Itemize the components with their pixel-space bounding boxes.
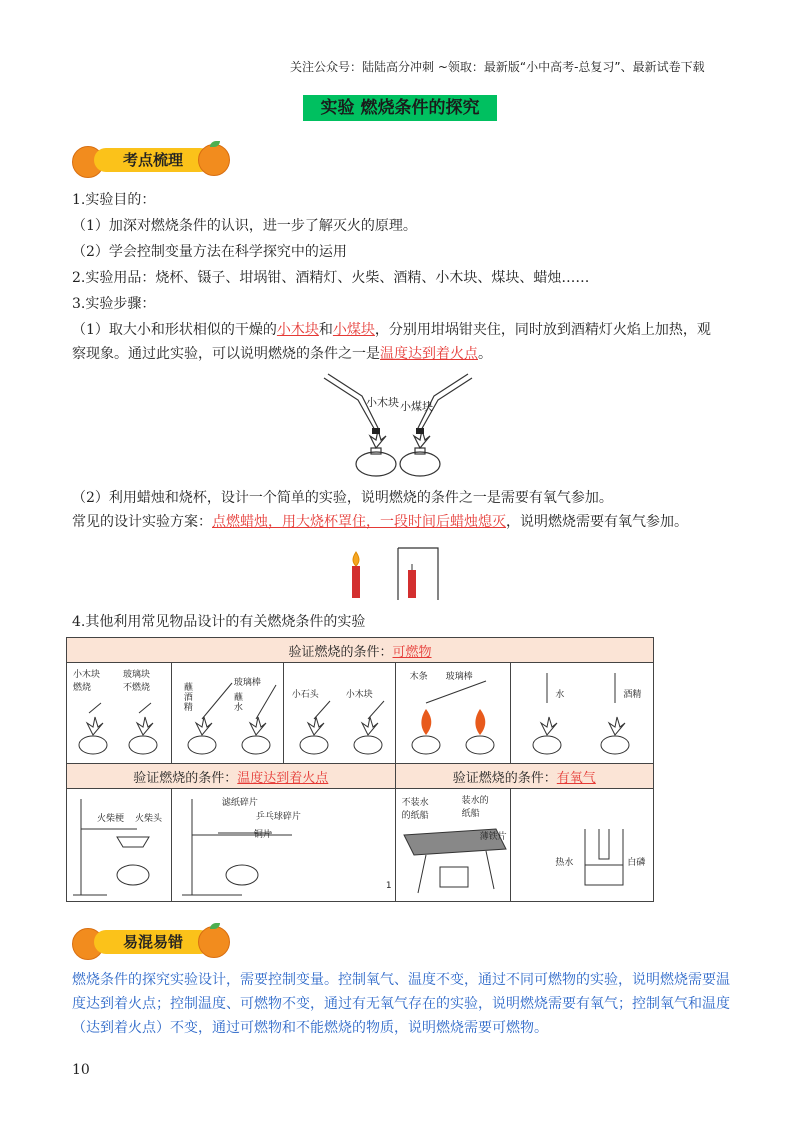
label: 白磷 xyxy=(627,858,646,868)
other-heading: 4.其他利用常见物品设计的有关燃烧条件的实验 xyxy=(72,614,366,630)
step1-line1 xyxy=(72,320,711,340)
text: ，说明燃烧需要有氧气参加。 xyxy=(506,514,688,530)
step2-plan xyxy=(72,512,688,532)
label: 热水 xyxy=(555,858,574,868)
text: 和 xyxy=(318,322,333,338)
fig-white-phosphorus xyxy=(511,789,654,902)
label-coal: 小煤块 xyxy=(400,400,433,413)
label: 火柴梗 xyxy=(97,814,125,824)
fig-drawing xyxy=(511,663,653,763)
section-badge-kaodian xyxy=(72,144,232,176)
text: 验证燃烧的条件： xyxy=(288,644,393,660)
candle-diagram xyxy=(346,546,446,602)
label: 1 xyxy=(385,881,392,891)
text: （1）取大小和形状相似的干燥的 xyxy=(72,322,277,338)
label: 玻璃棒 xyxy=(233,678,261,688)
row2-header-left xyxy=(67,764,396,789)
label: 玻璃棒 xyxy=(445,672,473,682)
answer-coal: 小煤块 xyxy=(332,322,375,338)
fig-stick-vs-glassrod xyxy=(395,663,511,764)
fig-wood-vs-glass xyxy=(67,663,172,764)
fig-drawing xyxy=(511,789,653,901)
section-label: 考点梳理 xyxy=(94,148,212,172)
text: 察现象。通过此实验，可以说明燃烧的条件之一是 xyxy=(72,346,380,362)
fig-drawing xyxy=(172,663,284,763)
orange-icon xyxy=(198,926,230,958)
answer-ignition-temp: 温度达到着火点 xyxy=(380,346,478,362)
figure-candles xyxy=(346,546,446,602)
label: 水 xyxy=(555,690,565,700)
fig-drawing xyxy=(67,789,171,901)
label: 铜片 xyxy=(253,830,272,840)
section-badge-yihun xyxy=(72,926,232,958)
fig-match-parts xyxy=(67,789,172,902)
answer-candle-plan: 点燃蜡烛，用大烧杯罩住，一段时间后蜡烛熄灭 xyxy=(212,514,506,530)
section-label: 易混易错 xyxy=(94,930,212,954)
purpose-item-2: （2）学会控制变量方法在科学探究中的运用 xyxy=(72,244,347,260)
fig-water-vs-alcohol xyxy=(511,663,654,764)
label: 乒乓球碎片 xyxy=(255,812,301,822)
orange-icon xyxy=(198,144,230,176)
label: 蘸 酒 精 xyxy=(183,683,193,713)
supplies-line: 2.实验用品：烧杯、镊子、坩埚钳、酒精灯、火柴、酒精、小木块、煤块、蜡烛…… xyxy=(72,270,590,286)
text: 验证燃烧的条件： xyxy=(133,770,238,786)
fig-stone-vs-wood xyxy=(283,663,395,764)
purpose-item-1: （1）加深对燃烧条件的认识，进一步了解灭火的原理。 xyxy=(72,218,417,234)
fig-paper-boats xyxy=(395,789,511,902)
fig-drawing xyxy=(284,663,396,763)
purpose-heading: 1.实验目的： xyxy=(72,192,156,208)
row1-header xyxy=(67,638,654,663)
fig-paper-pingpong xyxy=(171,789,395,902)
answer-wood: 小木块 xyxy=(276,322,319,338)
fig-drawing xyxy=(172,789,396,901)
text: ，分别用坩埚钳夹住，同时放到酒精灯火焰上加热，观 xyxy=(374,322,711,338)
label: 小木块 xyxy=(345,690,373,700)
lamp-diagram xyxy=(318,370,478,482)
label: 小木块 燃烧 xyxy=(73,670,101,693)
text: 验证燃烧的条件： xyxy=(452,770,557,786)
label: 火柴头 xyxy=(135,814,163,824)
label: 不装水 的纸船 xyxy=(401,798,429,821)
label: 薄铁片 xyxy=(479,832,507,842)
label: 木条 xyxy=(409,672,428,682)
answer-oxygen: 有氧气 xyxy=(556,770,596,786)
header-note: 关注公众号：陆陆高分冲刺 ~领取：最新版“小中高考-总复习”、最新试卷下载 xyxy=(290,60,705,74)
step1-line2 xyxy=(72,344,492,364)
row2-header-right xyxy=(395,764,653,789)
page-number: 10 xyxy=(72,1062,90,1078)
label: 小石头 xyxy=(291,690,319,700)
label: 酒精 xyxy=(623,690,642,700)
label-wood: 小木块 xyxy=(366,396,399,409)
page-title: 实验 燃烧条件的探究 xyxy=(303,95,497,121)
label: 玻璃块 不燃烧 xyxy=(123,670,151,693)
label: 滤纸碎片 xyxy=(221,798,258,808)
experiment-table xyxy=(66,637,654,902)
answer-ignition: 温度达到着火点 xyxy=(237,770,329,786)
confusion-note: 燃烧条件的探究实验设计，需要控制变量。控制氧气、温度不变，通过不同可燃物的实验，说明燃烧需要温度达到着火点；控制温度、可燃物不变，通过有无氧气存在的实验，说明燃烧需要有氧气；控制氧气和温度（达到着火点）不变，通过可燃物和不能燃烧的物质，说明燃烧需要可燃物。 xyxy=(72,972,730,1036)
step2-line: （2）利用蜡烛和烧杯，设计一个简单的实验，说明燃烧的条件之一是需要有氧气参加。 xyxy=(72,490,613,506)
text: 。 xyxy=(478,346,492,362)
label: 蘸 水 xyxy=(233,693,243,713)
answer-combustible: 可燃物 xyxy=(392,644,432,660)
figure-wood-coal-heating xyxy=(318,370,478,482)
label: 装水的 纸船 xyxy=(461,796,489,819)
steps-heading: 3.实验步骤： xyxy=(72,296,156,312)
text: 常见的设计实验方案： xyxy=(72,514,212,530)
fig-alcohol-vs-water xyxy=(171,663,283,764)
